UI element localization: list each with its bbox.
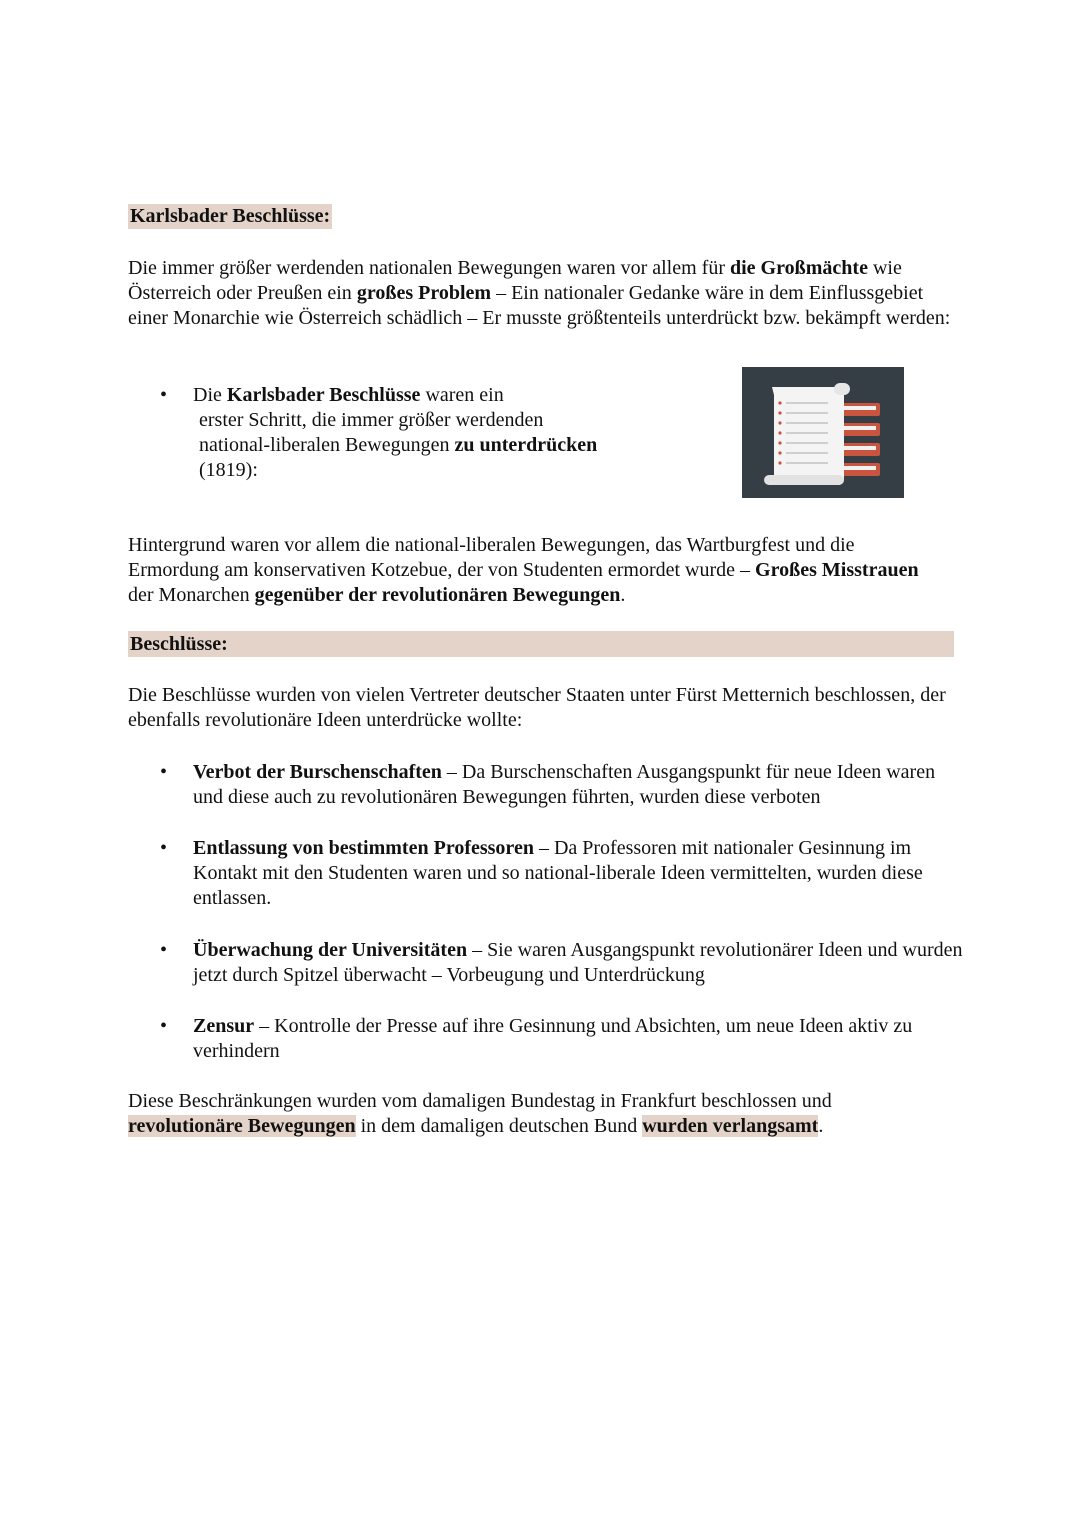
intro-text: – Ein nationaler Gedanke wäre in dem Einflussgebiet einer Monarchie wie Österreich schädlich – Er musste größtenteils unterdrückt bzw. bekämpft werden: xyxy=(128,282,951,329)
kb-text: waren ein xyxy=(420,384,504,406)
kb-line-3 xyxy=(193,433,693,458)
list-item-title: Entlassung von bestimmten Professoren xyxy=(193,837,534,859)
list-item-text: – Da Burschenschaften Ausgangspunkt für neue Ideen waren und diese auch zu revolutionären Bewegungen führten, wurden diese verboten xyxy=(193,761,936,808)
beschluesse-intro: Die Beschlüsse wurden von vielen Vertreter deutscher Staaten unter Fürst Metternich beschlossen, der ebenfalls revolutionäre Ideen unterdrücke wollte: xyxy=(128,684,946,731)
kb-text: Die xyxy=(193,384,227,406)
kb-line-4: (1819): xyxy=(199,459,258,481)
bullet-icon: • xyxy=(160,761,168,783)
list-item xyxy=(193,760,963,810)
bullet-icon: • xyxy=(160,1015,168,1037)
kb-bold: zu unterdrücken xyxy=(454,434,598,456)
section-heading-beschluesse xyxy=(128,631,954,657)
closing-paragraph xyxy=(128,1089,948,1139)
list-item-title: Überwachung der Universitäten xyxy=(193,939,468,961)
intro-text: Die immer größer werdenden nationalen Bewegungen waren vor allem für xyxy=(128,257,730,279)
outro-text: in dem damaligen deutschen Bund xyxy=(355,1115,643,1137)
bg-bold-misstrauen: Großes Misstrauen xyxy=(755,559,919,581)
bg-text: der Monarchen xyxy=(128,584,255,606)
karlsbad-bullet-text xyxy=(193,383,693,483)
outro-highlight-verlangsamt: wurden verlangsamt xyxy=(642,1115,819,1137)
kb-text: national-liberalen Bewegungen xyxy=(199,434,455,456)
list-item-title: Zensur xyxy=(193,1015,255,1037)
list-item-text: – Da Professoren mit nationaler Gesinnung im Kontakt mit den Studenten waren und so national-liberale Ideen vermittelten, wurden diese entlassen. xyxy=(193,837,923,909)
intro-bold-problem: großes Problem xyxy=(356,282,492,304)
intro-text: wie Österreich oder Preußen ein xyxy=(128,257,902,304)
bullet-icon: • xyxy=(160,384,168,406)
list-item-title: Verbot der Burschenschaften xyxy=(193,761,442,783)
bullet-icon: • xyxy=(160,939,168,961)
list-item-text: – Kontrolle der Presse auf ihre Gesinnung und Absichten, um neue Ideen aktiv zu verhindern xyxy=(193,1015,913,1062)
list-item xyxy=(193,1014,963,1064)
kb-bold: Karlsbader Beschlüsse xyxy=(226,384,421,406)
list-item xyxy=(193,938,963,988)
outro-highlight-bewegungen: revolutionäre Bewegungen xyxy=(128,1115,356,1137)
background-paragraph xyxy=(128,533,948,608)
bg-bold-gegenueber: gegenüber der revolutionären Bewegungen xyxy=(254,584,621,606)
intro-paragraph xyxy=(128,256,968,331)
section-heading-text: Beschlüsse: xyxy=(130,633,228,655)
scroll-document-icon xyxy=(742,367,904,498)
bullet-icon: • xyxy=(160,837,168,859)
outro-text: . xyxy=(818,1115,824,1137)
list-item-text: – Sie waren Ausgangspunkt revolutionärer Ideen und wurden jetzt durch Spitzel überwacht – Vorbeugung und Unterdrückung xyxy=(193,939,963,986)
kb-line-2: erster Schritt, die immer größer werdenden xyxy=(199,409,544,431)
intro-bold-grossmaechte: die Großmächte xyxy=(730,257,868,279)
bg-text: Hintergrund waren vor allem die national-liberalen Bewegungen, das Wartburgfest und die Ermordung am konservativen Kotzebue, der von Studenten ermordet wurde – xyxy=(128,534,855,581)
bg-text: . xyxy=(620,584,626,606)
list-item xyxy=(193,836,963,911)
outro-text: Diese Beschränkungen wurden vom damaligen Bundestag in Frankfurt beschlossen und xyxy=(128,1090,832,1112)
kb-line-1 xyxy=(193,383,693,408)
page-title: Karlsbader Beschlüsse: xyxy=(130,205,331,227)
